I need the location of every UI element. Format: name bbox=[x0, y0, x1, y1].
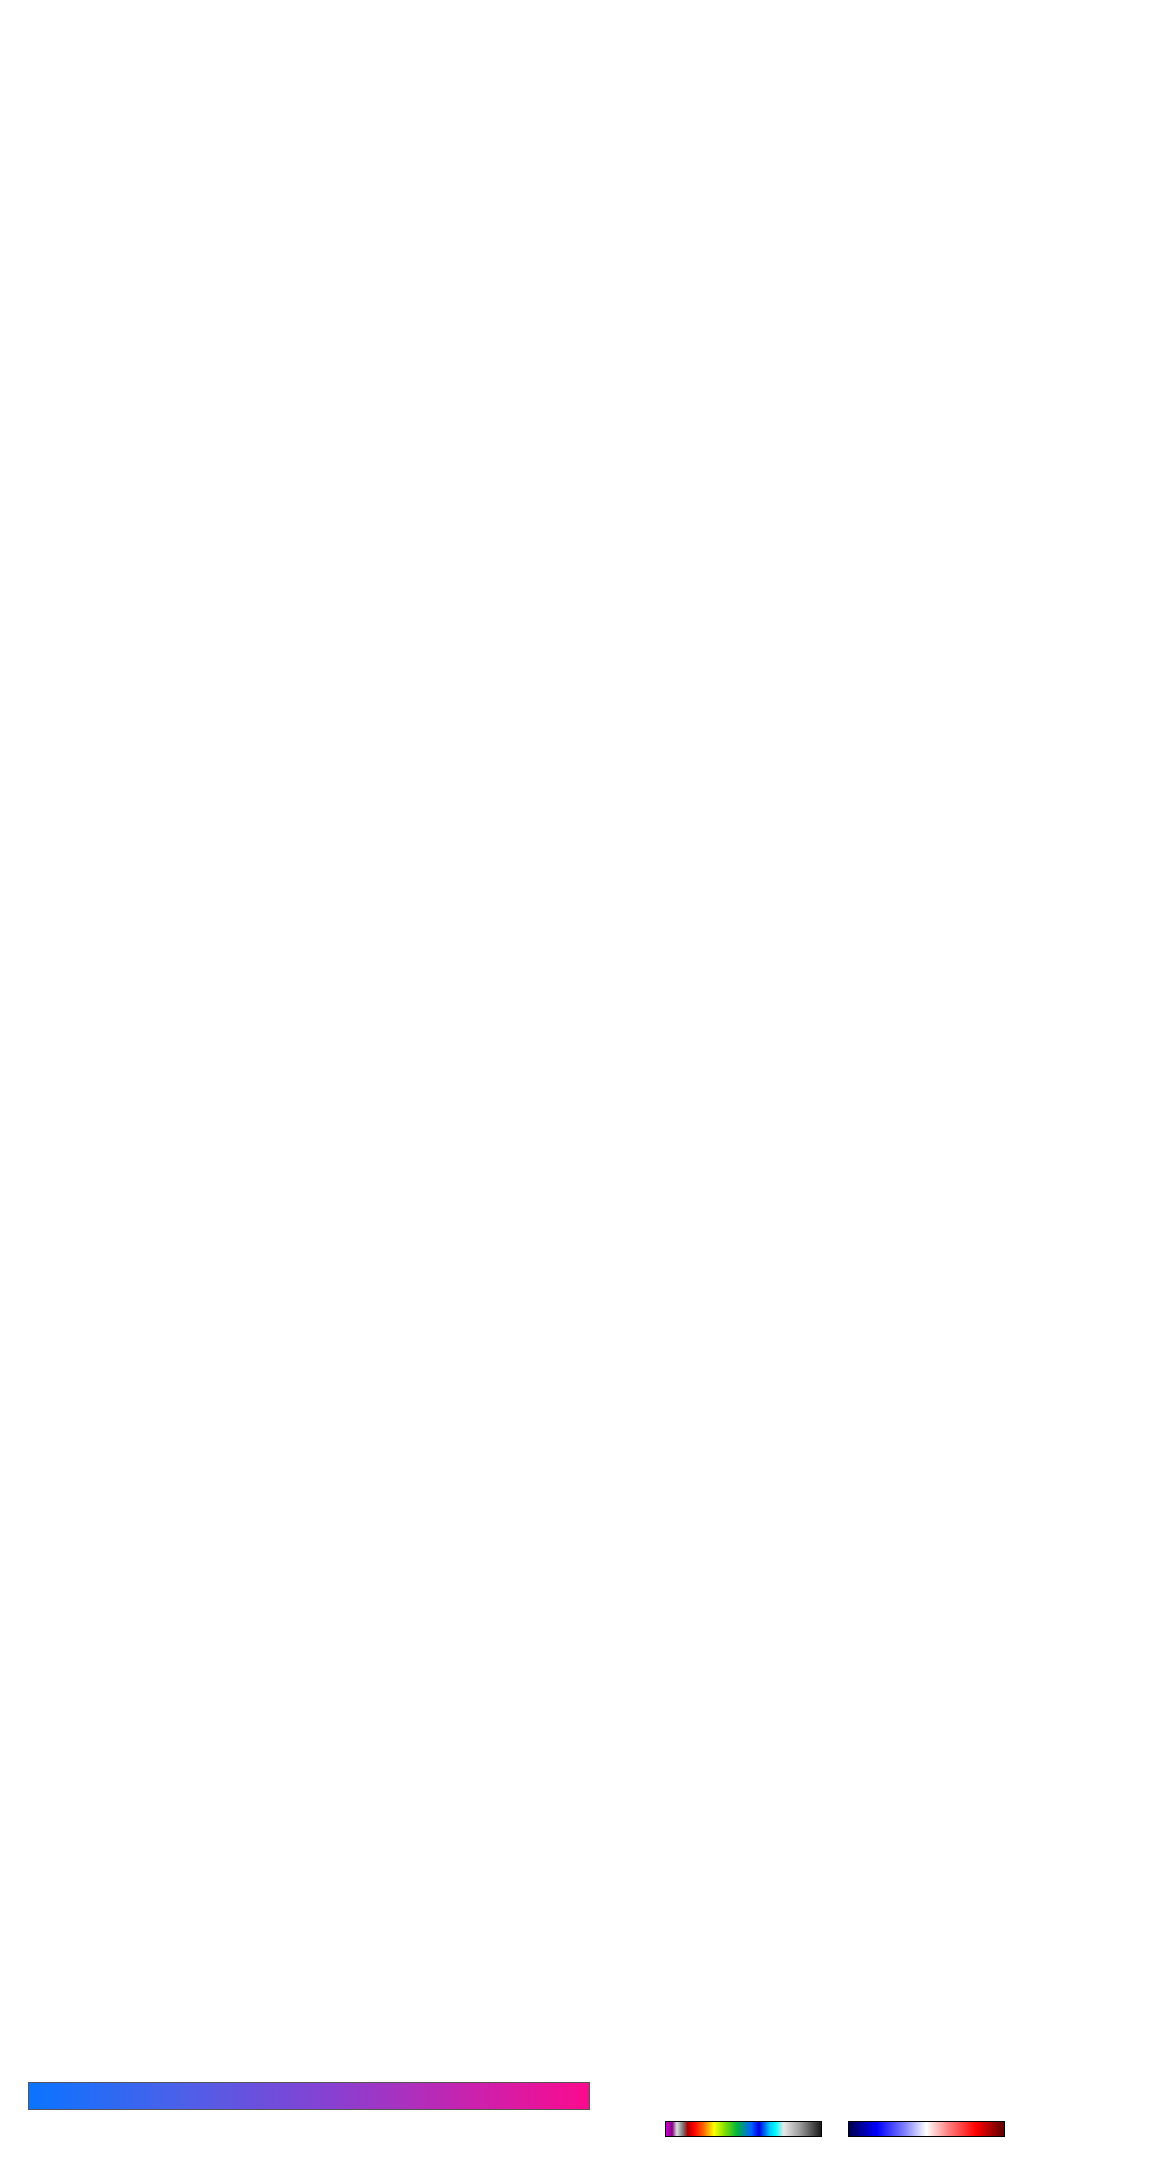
feature-value-colorbar bbox=[28, 2082, 590, 2110]
bt-colorbar bbox=[665, 2121, 822, 2137]
shap-colorbar bbox=[848, 2121, 1005, 2137]
